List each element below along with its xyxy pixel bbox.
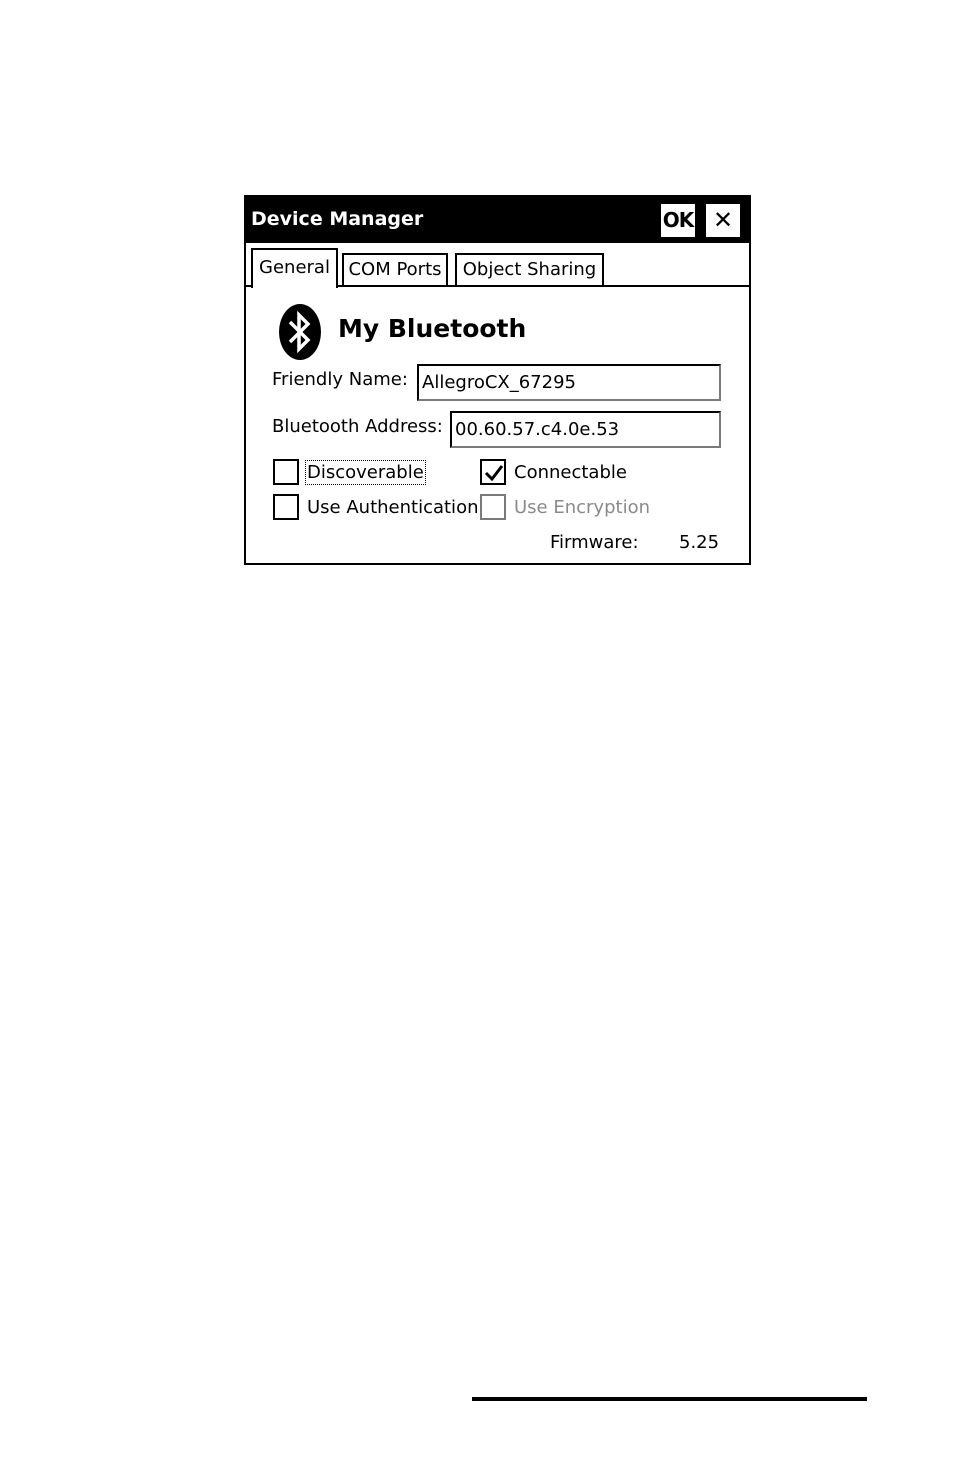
use-encryption-label: Use Encryption <box>514 497 650 518</box>
window-title: Device Manager <box>251 208 424 230</box>
connectable-label[interactable]: Connectable <box>514 462 627 483</box>
discoverable-checkbox[interactable] <box>273 459 299 485</box>
checkmark-icon <box>483 462 505 484</box>
firmware-label: Firmware: <box>550 532 639 553</box>
use-authentication-checkbox[interactable] <box>273 494 299 520</box>
tab-object-sharing[interactable]: Object Sharing <box>455 253 604 286</box>
tab-com-ports[interactable]: COM Ports <box>342 253 448 286</box>
friendly-name-label: Friendly Name: <box>272 369 408 390</box>
page-heading: My Bluetooth <box>338 314 527 343</box>
use-authentication-label[interactable]: Use Authentication <box>307 497 479 518</box>
connectable-checkbox[interactable] <box>480 459 506 485</box>
friendly-name-field[interactable]: AllegroCX_67295 <box>417 364 721 401</box>
close-button[interactable] <box>705 203 741 238</box>
bluetooth-address-field[interactable]: 00.60.57.c4.0e.53 <box>450 411 721 448</box>
close-icon: ✕ <box>712 206 734 234</box>
firmware-value: 5.25 <box>679 532 720 553</box>
bluetooth-icon <box>276 303 324 361</box>
tab-general[interactable]: General <box>251 248 338 288</box>
use-encryption-checkbox <box>480 494 506 520</box>
page-footer-rule <box>472 1397 867 1401</box>
discoverable-label[interactable]: Discoverable <box>307 462 424 483</box>
bluetooth-address-label: Bluetooth Address: <box>272 416 443 437</box>
ok-button[interactable]: OK <box>660 203 696 238</box>
device-manager-window <box>244 195 751 565</box>
title-bar <box>246 197 749 243</box>
